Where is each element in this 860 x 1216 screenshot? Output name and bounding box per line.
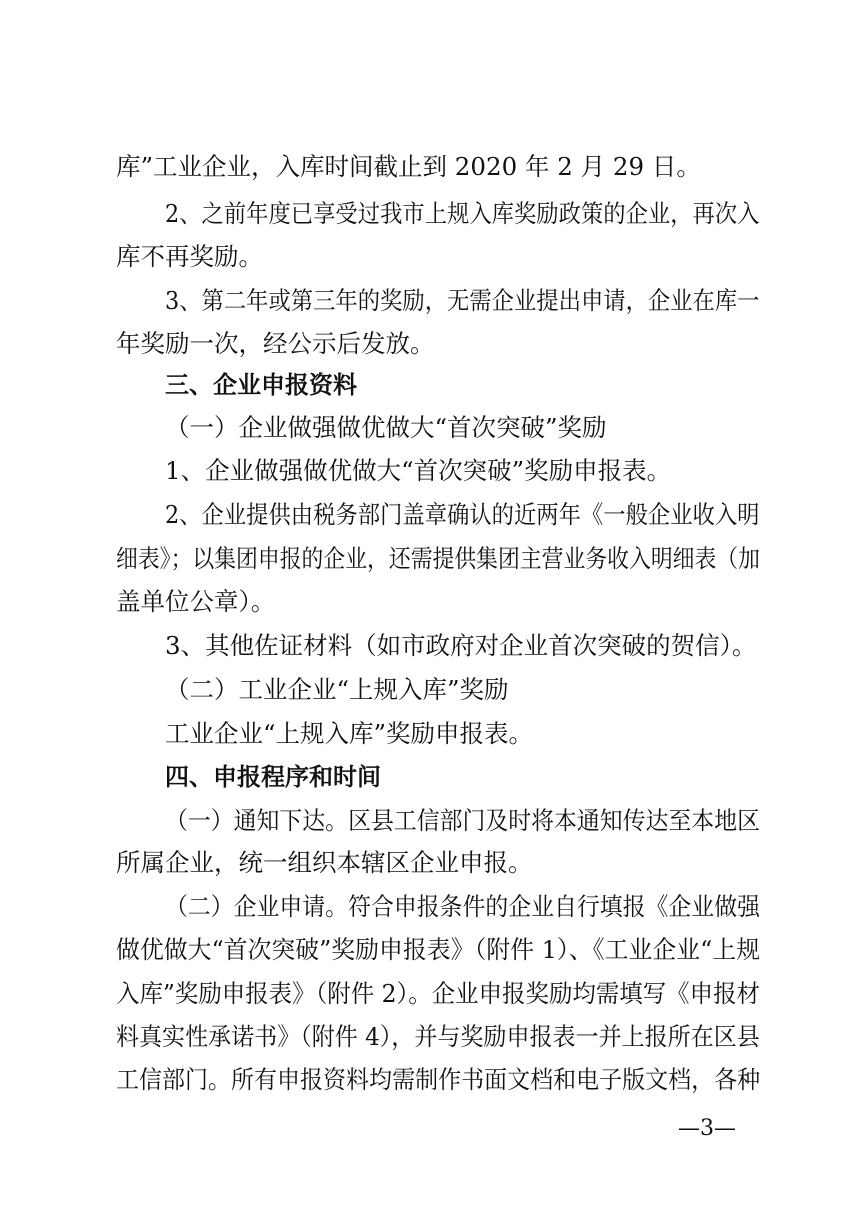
text-line-22: 工信部门。所有申报资料均需制作书面文档和电子版文档，各种 [116, 1065, 761, 1094]
text-line-21: 料真实性承诺书》（附件 4），并与奖励申报表一并上报所在区县 [116, 1022, 760, 1051]
section-heading-3: 三、企业申报资料 [165, 371, 357, 399]
text-line-20: 入库”奖励申报表》（附件 2）。企业申报奖励均需填写《申报材 [116, 979, 760, 1008]
text-line-19: 做优做大“首次突破”奖励申报表》（附件 1）、《工业企业“上规 [116, 935, 761, 964]
text-line-17: 所属企业，统一组织本辖区企业申报。 [116, 848, 533, 877]
text-line-5: 年奖励一次，经公示后发放。 [116, 329, 435, 358]
page-number: —3— [678, 1116, 736, 1141]
text-line-18: （二）企业申请。符合申报条件的企业自行填报《企业做强 [165, 892, 760, 921]
subsection-heading-3-1: （一）企业做强做优做大“首次突破”奖励 [165, 413, 607, 442]
text-line-14: 工业企业“上规入库”奖励申报表。 [165, 719, 534, 748]
text-line-4: 3、第二年或第三年的奖励，无需企业提出申请，企业在库一 [165, 286, 760, 315]
text-line-9: 2、企业提供由税务部门盖章确认的近两年《一般企业收入明 [165, 500, 760, 529]
text-line-2: 2、之前年度已享受过我市上规入库奖励政策的企业，再次入 [165, 199, 760, 228]
text-line-11: 盖单位公章）。 [116, 587, 276, 616]
text-line-8: 1、企业做强做优做大“首次突破”奖励申报表。 [165, 456, 672, 485]
text-line-1: 库”工业企业，入库时间截止到 2020 年 2 月 29 日。 [116, 152, 701, 181]
subsection-heading-3-2: （二）工业企业“上规入库”奖励 [165, 675, 509, 704]
section-heading-4: 四、申报程序和时间 [165, 763, 381, 791]
text-line-16: （一）通知下达。区县工信部门及时将本通知传达至本地区 [165, 806, 760, 835]
text-line-10: 细表》；以集团申报的企业，还需提供集团主营业务收入明细表（加 [116, 544, 760, 573]
text-line-12: 3、其他佐证材料（如市政府对企业首次突破的贺信）。 [165, 631, 757, 660]
text-line-3: 库不再奖励。 [116, 242, 263, 271]
